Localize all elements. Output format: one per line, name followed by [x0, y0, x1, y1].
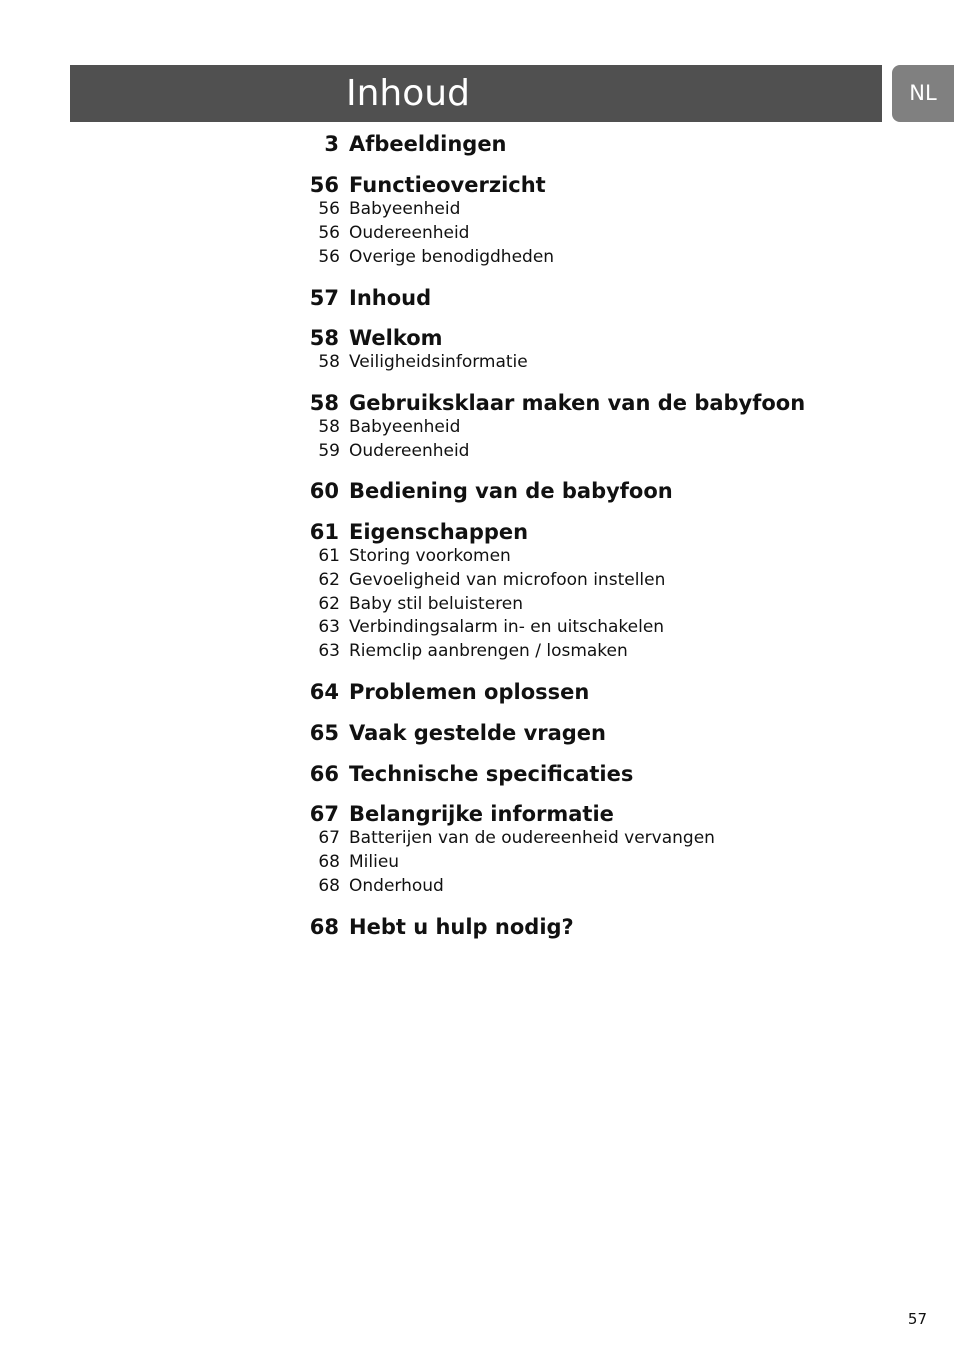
- toc-entry: [0, 131, 954, 157]
- toc-title: Overige benodigdheden: [349, 247, 555, 267]
- toc-entry: [0, 679, 954, 705]
- toc-subentry: [0, 851, 954, 873]
- toc-page-number: 64: [309, 680, 339, 704]
- toc-page-number: 62: [318, 570, 340, 590]
- toc-subentry: [0, 569, 954, 591]
- toc-title: Oudereenheid: [349, 441, 470, 461]
- toc-title: Bediening van de babyfoon: [349, 479, 673, 503]
- toc-title: Storing voorkomen: [349, 546, 511, 566]
- toc-page-number: 58: [309, 326, 339, 350]
- toc-page-number: 65: [309, 721, 339, 745]
- toc-page-number: 56: [309, 173, 339, 197]
- toc-title: Technische specificaties: [349, 762, 634, 786]
- language-tab: NL: [892, 65, 954, 122]
- toc-page-number: 57: [309, 286, 339, 310]
- toc-title: Hebt u hulp nodig?: [349, 915, 574, 939]
- header-bar: [70, 65, 882, 122]
- toc-subentry: [0, 640, 954, 662]
- toc-page-number: 3: [324, 132, 339, 156]
- toc-title: Functieoverzicht: [349, 173, 546, 197]
- toc-title: Eigenschappen: [349, 520, 529, 544]
- page-number: 57: [907, 1310, 927, 1328]
- toc-title: Oudereenheid: [349, 223, 470, 243]
- toc-page-number: 68: [309, 915, 339, 939]
- page-title: Inhoud: [346, 73, 470, 114]
- toc-subentry: [0, 827, 954, 849]
- toc-page-number: 59: [318, 441, 340, 461]
- toc-subentry: [0, 416, 954, 438]
- toc-subentry: [0, 222, 954, 244]
- toc-title: Belangrijke informatie: [349, 802, 614, 826]
- toc-title: Onderhoud: [349, 876, 444, 896]
- toc-title: Babyeenheid: [349, 199, 461, 219]
- toc-page-number: 58: [318, 417, 340, 437]
- toc-page-number: 58: [318, 352, 340, 372]
- toc-title: Gevoeligheid van microfoon instellen: [349, 570, 666, 590]
- toc-page-number: 63: [318, 617, 340, 637]
- toc-page-number: 63: [318, 641, 340, 661]
- toc-page-number: 66: [309, 762, 339, 786]
- toc-title: Problemen oplossen: [349, 680, 590, 704]
- toc-page-number: 62: [318, 594, 340, 614]
- toc-page-number: 61: [309, 520, 339, 544]
- toc-page-number: 67: [318, 828, 340, 848]
- toc-entry: [0, 390, 954, 416]
- toc-title: Batterijen van de oudereenheid vervangen: [349, 828, 715, 848]
- toc-page-number: 68: [318, 852, 340, 872]
- toc-page-number: 68: [318, 876, 340, 896]
- toc-title: Welkom: [349, 326, 443, 350]
- toc-title: Riemclip aanbrengen / losmaken: [349, 641, 628, 661]
- toc-title: Veiligheidsinformatie: [349, 352, 528, 372]
- toc-subentry: [0, 198, 954, 220]
- toc-title: Inhoud: [349, 286, 432, 310]
- toc-subentry: [0, 875, 954, 897]
- toc-subentry: [0, 351, 954, 373]
- toc-page-number: 56: [318, 199, 340, 219]
- toc-title: Afbeeldingen: [349, 132, 507, 156]
- toc-subentry: [0, 593, 954, 615]
- toc-title: Milieu: [349, 852, 400, 872]
- toc-subentry: [0, 616, 954, 638]
- toc-page-number: 67: [309, 802, 339, 826]
- toc-page-number: 60: [309, 479, 339, 503]
- toc-subentry: [0, 246, 954, 268]
- toc-entry: [0, 172, 954, 198]
- toc-page-number: 56: [318, 223, 340, 243]
- toc-entry: [0, 914, 954, 940]
- toc-entry: [0, 285, 954, 311]
- toc-entry: [0, 801, 954, 827]
- toc-title: Verbindingsalarm in- en uitschakelen: [349, 617, 665, 637]
- toc-title: Gebruiksklaar maken van de babyfoon: [349, 391, 806, 415]
- toc-title: Baby stil beluisteren: [349, 594, 524, 614]
- toc-entry: [0, 720, 954, 746]
- toc-page-number: 58: [309, 391, 339, 415]
- toc-title: Vaak gestelde vragen: [349, 721, 607, 745]
- toc-entry: [0, 761, 954, 787]
- toc-page-number: 61: [318, 546, 340, 566]
- toc-title: Babyeenheid: [349, 417, 461, 437]
- toc-entry: [0, 325, 954, 351]
- toc-page-number: 56: [318, 247, 340, 267]
- toc-subentry: [0, 440, 954, 462]
- toc-subentry: [0, 545, 954, 567]
- toc-entry: [0, 478, 954, 504]
- toc-entry: [0, 519, 954, 545]
